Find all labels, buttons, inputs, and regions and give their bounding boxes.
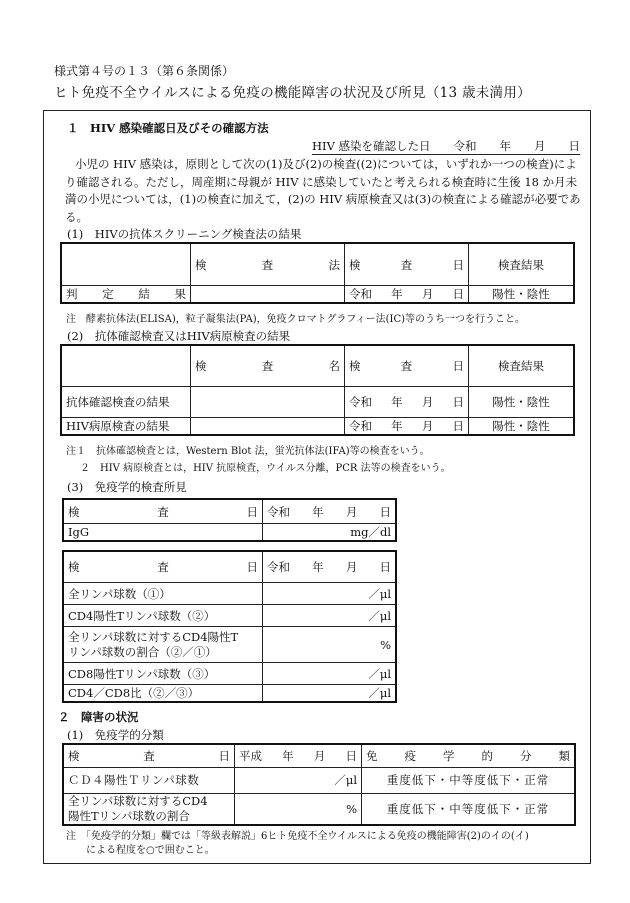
cell-text: 検 <box>68 560 80 574</box>
date-cell[interactable]: 令和 年 月 日 <box>349 287 464 301</box>
row-label: 全リンパ球数に対するCD4陽性T リンパ球数の割合（②／①） <box>63 627 263 663</box>
cell-text: 査 <box>400 257 413 272</box>
cell-text: 名 <box>328 359 340 373</box>
date-cell[interactable]: 令和 年 月 日 <box>349 395 464 409</box>
confirm-label: HIV 感染を確認した日 <box>312 139 431 153</box>
cell-text: 類 <box>558 748 570 763</box>
value-cell[interactable]: ／μl <box>263 605 397 627</box>
date-cell[interactable]: 令和 年 月 日 <box>349 419 464 433</box>
cell-text: 検 <box>349 359 361 373</box>
note-confirm-1: 注１ 抗体確認検査とは，Western Blot 法，蛍光抗体法(IFA)等の検査をいう。 <box>66 446 430 457</box>
row-label: CD8陽性Tリンパ球数（③） <box>63 663 263 685</box>
row-label: 全リンパ球数（①） <box>63 583 263 605</box>
cell-text: 検 <box>68 748 80 763</box>
cell-text: 検 <box>195 359 207 373</box>
cell-text: 判 <box>66 287 78 301</box>
cell-text: 査 <box>143 748 155 763</box>
value-cell[interactable]: ／μl <box>235 767 362 793</box>
cell-text: 果 <box>174 287 186 301</box>
cell-text: 的 <box>481 748 493 763</box>
method-cell[interactable] <box>191 286 345 304</box>
row-label: 全リンパ球数に対するCD4 陽性Tリンパ球数の割合 <box>63 793 235 825</box>
document-title: ヒト免疫不全ウイルスによる免疫の機能障害の状況及び所見（13 歳未満用） <box>54 85 531 101</box>
confirm-month: 月 <box>533 139 546 153</box>
confirm-day: 日 <box>568 139 580 153</box>
classification-options[interactable]: 重度低下・中等度低下・正常 <box>362 767 576 793</box>
test-name-cell[interactable] <box>191 387 345 418</box>
test-name-cell[interactable] <box>191 418 345 436</box>
igg-label: IgG <box>63 524 263 542</box>
row-label: ＣＤ４陽性Ｔリンパ球数 <box>63 767 235 793</box>
confirm-year: 年 <box>499 139 511 153</box>
confirmation-table <box>60 344 575 436</box>
date-cell[interactable]: 令和 年 月 日 <box>267 504 391 519</box>
cell-text: 査 <box>261 359 274 373</box>
note-screening: 注 酵素抗体法(ELISA)，粒子凝集法(PA)，免疫クロマトグラフィー法(IC)等のうち一つを行うこと。 <box>66 314 526 325</box>
classification-table <box>62 743 576 826</box>
cell-text: 査 <box>261 257 274 272</box>
cell-text: 結 <box>138 287 150 301</box>
note-classification: 注 「免疫学的分類」欄では「等級表解説」6ヒト免疫不全ウイルスによる免疫の機能障害(2)のイの(イ) による程度を○で囲むこと。 <box>66 831 529 856</box>
date-cell[interactable]: 令和 年 月 日 <box>267 560 391 574</box>
value-cell[interactable]: ／μl <box>263 663 397 685</box>
result-header: 検査結果 <box>469 345 575 387</box>
screening-table <box>60 242 575 304</box>
cell-text: 疫 <box>404 748 416 763</box>
cell-text: 検 <box>349 257 361 272</box>
date-cell[interactable]: 平成 年 月 日 <box>239 748 357 763</box>
subsection1-heading: (1) HIVの抗体スクリーニング検査法の結果 <box>67 227 302 241</box>
subsection2-heading: (2) 抗体確認検査又はHIV病原検査の結果 <box>67 329 291 343</box>
classification-options[interactable]: 重度低下・中等度低下・正常 <box>362 793 576 825</box>
value-cell[interactable]: ／μl <box>263 685 397 703</box>
cell-text: 免 <box>366 748 378 763</box>
cell-text: 査 <box>157 560 169 574</box>
value-cell[interactable]: % <box>263 627 397 663</box>
cell-text: 日 <box>246 560 258 574</box>
confirm-date-line[interactable] <box>312 138 580 155</box>
igg-value[interactable]: mg／dl <box>263 524 397 542</box>
cell-text: 日 <box>452 359 464 373</box>
value-cell[interactable]: ／μl <box>263 583 397 605</box>
cell-text: 日 <box>246 504 258 519</box>
cell-text: 法 <box>328 257 340 272</box>
result-cell[interactable]: 陽性・陰性 <box>469 418 575 436</box>
value-cell[interactable]: % <box>235 793 362 825</box>
note-confirm-2: ２ HIV 病原検査とは，HIV 抗原検査，ウイルス分離，PCR 法等の検査をいう。 <box>80 463 451 474</box>
cell-text: 分 <box>520 748 532 763</box>
cell-text: 日 <box>452 257 464 272</box>
igg-table <box>62 498 397 542</box>
instructions-paragraph: 小児の HIV 感染は，原則として次の(1)及び(2)の検査((2)については，いずれか一つの検査)により確認される。ただし，周産期に母親が HIV に感染していたと考えられる検査時に生後 18 か月未満の小児については，(1)の検査に加えて，(2)の HIV 病原検査又は(3)の検査による確認が必要である。 <box>65 157 581 224</box>
subsection3-heading: (3) 免疫学的検査所見 <box>67 480 187 494</box>
section2-heading: ２ 障害の状況 <box>58 710 139 724</box>
row-label: CD4陽性Tリンパ球数（②） <box>63 605 263 627</box>
cell-text: 査 <box>400 359 413 373</box>
result-cell[interactable]: 陽性・陰性 <box>469 286 575 304</box>
form-number: 様式第４号の１３（第６条関係） <box>54 64 235 78</box>
row-label: HIV病原検査の結果 <box>61 418 191 436</box>
result-header: 検査結果 <box>469 243 575 286</box>
row-label: 抗体確認検査の結果 <box>61 387 191 418</box>
lymphocyte-table <box>62 550 397 703</box>
cell-text: 検 <box>195 257 207 272</box>
row-label: CD4／CD8比（②／③） <box>63 685 263 703</box>
cell-text: 査 <box>157 504 169 519</box>
section1-heading: １ HIV 感染確認日及びその確認方法 <box>67 121 269 135</box>
cell-text: 定 <box>102 287 114 301</box>
cell-text: 学 <box>443 748 455 763</box>
confirm-era: 令和 <box>453 139 477 153</box>
result-cell[interactable]: 陽性・陰性 <box>469 387 575 418</box>
s2-subsection-heading: (1) 免疫学的分類 <box>67 728 164 742</box>
cell-text: 日 <box>218 748 230 763</box>
cell-text: 検 <box>68 504 80 519</box>
